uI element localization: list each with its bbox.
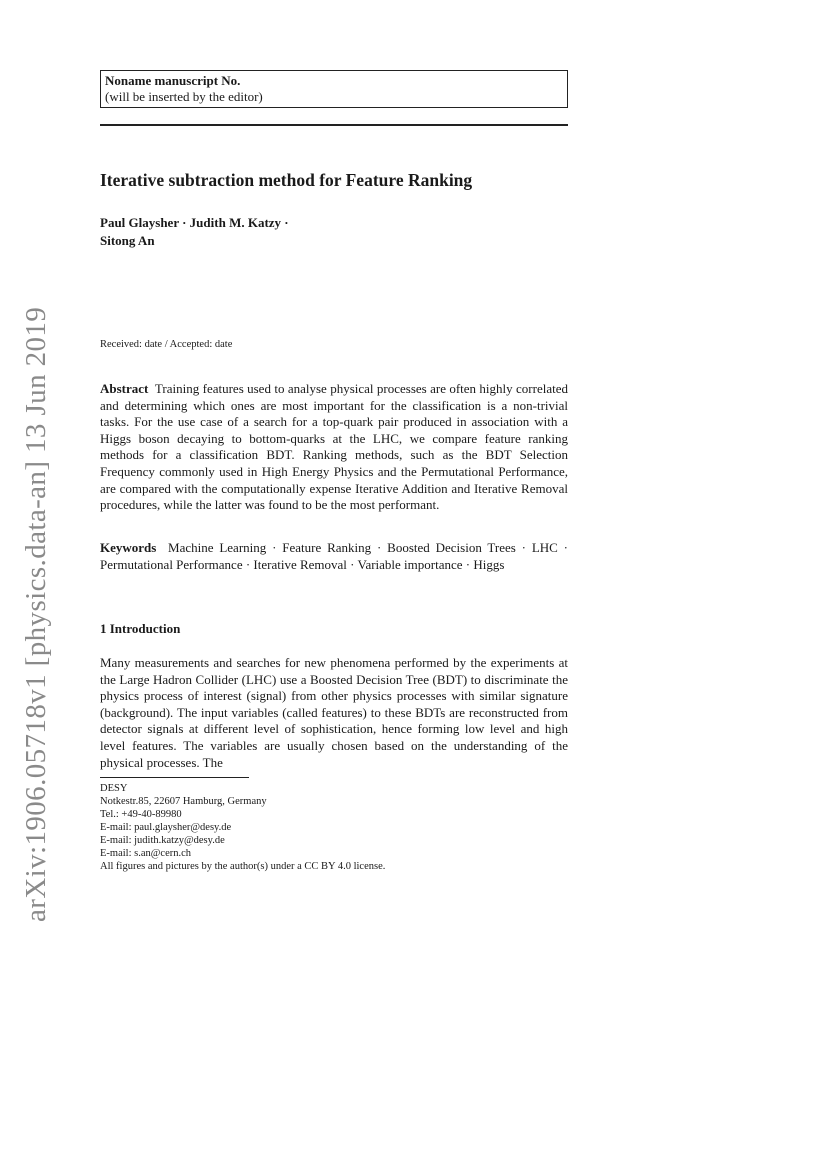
header-rule [100,124,568,126]
keywords-text: Machine Learning · Feature Ranking · Boosted Decision Trees · LHC · Permutational Performance · Iterative Removal · Variable importance · Higgs [100,540,568,572]
footnote-line: E-mail: judith.katzy@desy.de [100,835,225,846]
keywords-label: Keywords [100,540,157,555]
footnote-line: E-mail: paul.glaysher@desy.de [100,822,232,833]
arxiv-identifier: arXiv:1906.05718v1 [physics.data-an] 13 Jun 2019 [20,306,52,922]
received-accepted-dates: Received: date / Accepted: date [100,339,233,350]
abstract [100,381,568,514]
paper-title: Iterative subtraction method for Feature Ranking [100,170,473,190]
footnote-line: Notkestr.85, 22607 Hamburg, Germany [100,796,267,807]
footnote-line: E-mail: s.an@cern.ch [100,848,192,859]
authors-line-1: Paul Glaysher · Judith M. Katzy · [100,215,289,230]
manuscript-header-box [100,70,568,108]
introduction-text: Many measurements and searches for new phenomena performed by the experiments at the Large Hadron Collider (LHC) use a Boosted Decision Tree (BDT) to discriminate the physics process of interest (signal) from other physics processes with similar signature (background). The input variables (called features) to these BDTs are reconstructed from detector signals at different level of sophistication, hence forming low level and high level features. The variables are usually chosen based on the understanding of the physical processes. The [100,655,568,770]
section-heading-introduction: 1 Introduction [100,621,181,636]
affiliation-footnote [100,782,568,873]
abstract-label: Abstract [100,381,149,396]
footnote-rule [100,777,249,778]
manuscript-number: Noname manuscript No. [105,73,241,88]
keywords [100,540,568,573]
abstract-text: Training features used to analyse physical processes are often highly correlated and determining which ones are most important for the classification is a non-trivial tasks. For the use case of a search for a top-quark pair produced in association with a Higgs boson decaying to bottom-quarks at the LHC, we compare feature ranking methods for a classification BDT. Ranking methods, such as the BDT Selection Frequency commonly used in High Energy Physics and the Permutational Performance, are compared with the computationally expense Iterative Addition and Iterative Removal procedures, while the latter was found to be the most performant. [100,381,568,513]
editor-note: (will be inserted by the editor) [105,89,263,104]
footnote-line: Tel.: +49-40-89980 [100,809,182,820]
author-list [100,214,568,250]
authors-line-2: Sitong An [100,233,155,248]
footnote-line: DESY [100,783,128,794]
footnote-line: All figures and pictures by the author(s) under a CC BY 4.0 license. [100,861,386,872]
